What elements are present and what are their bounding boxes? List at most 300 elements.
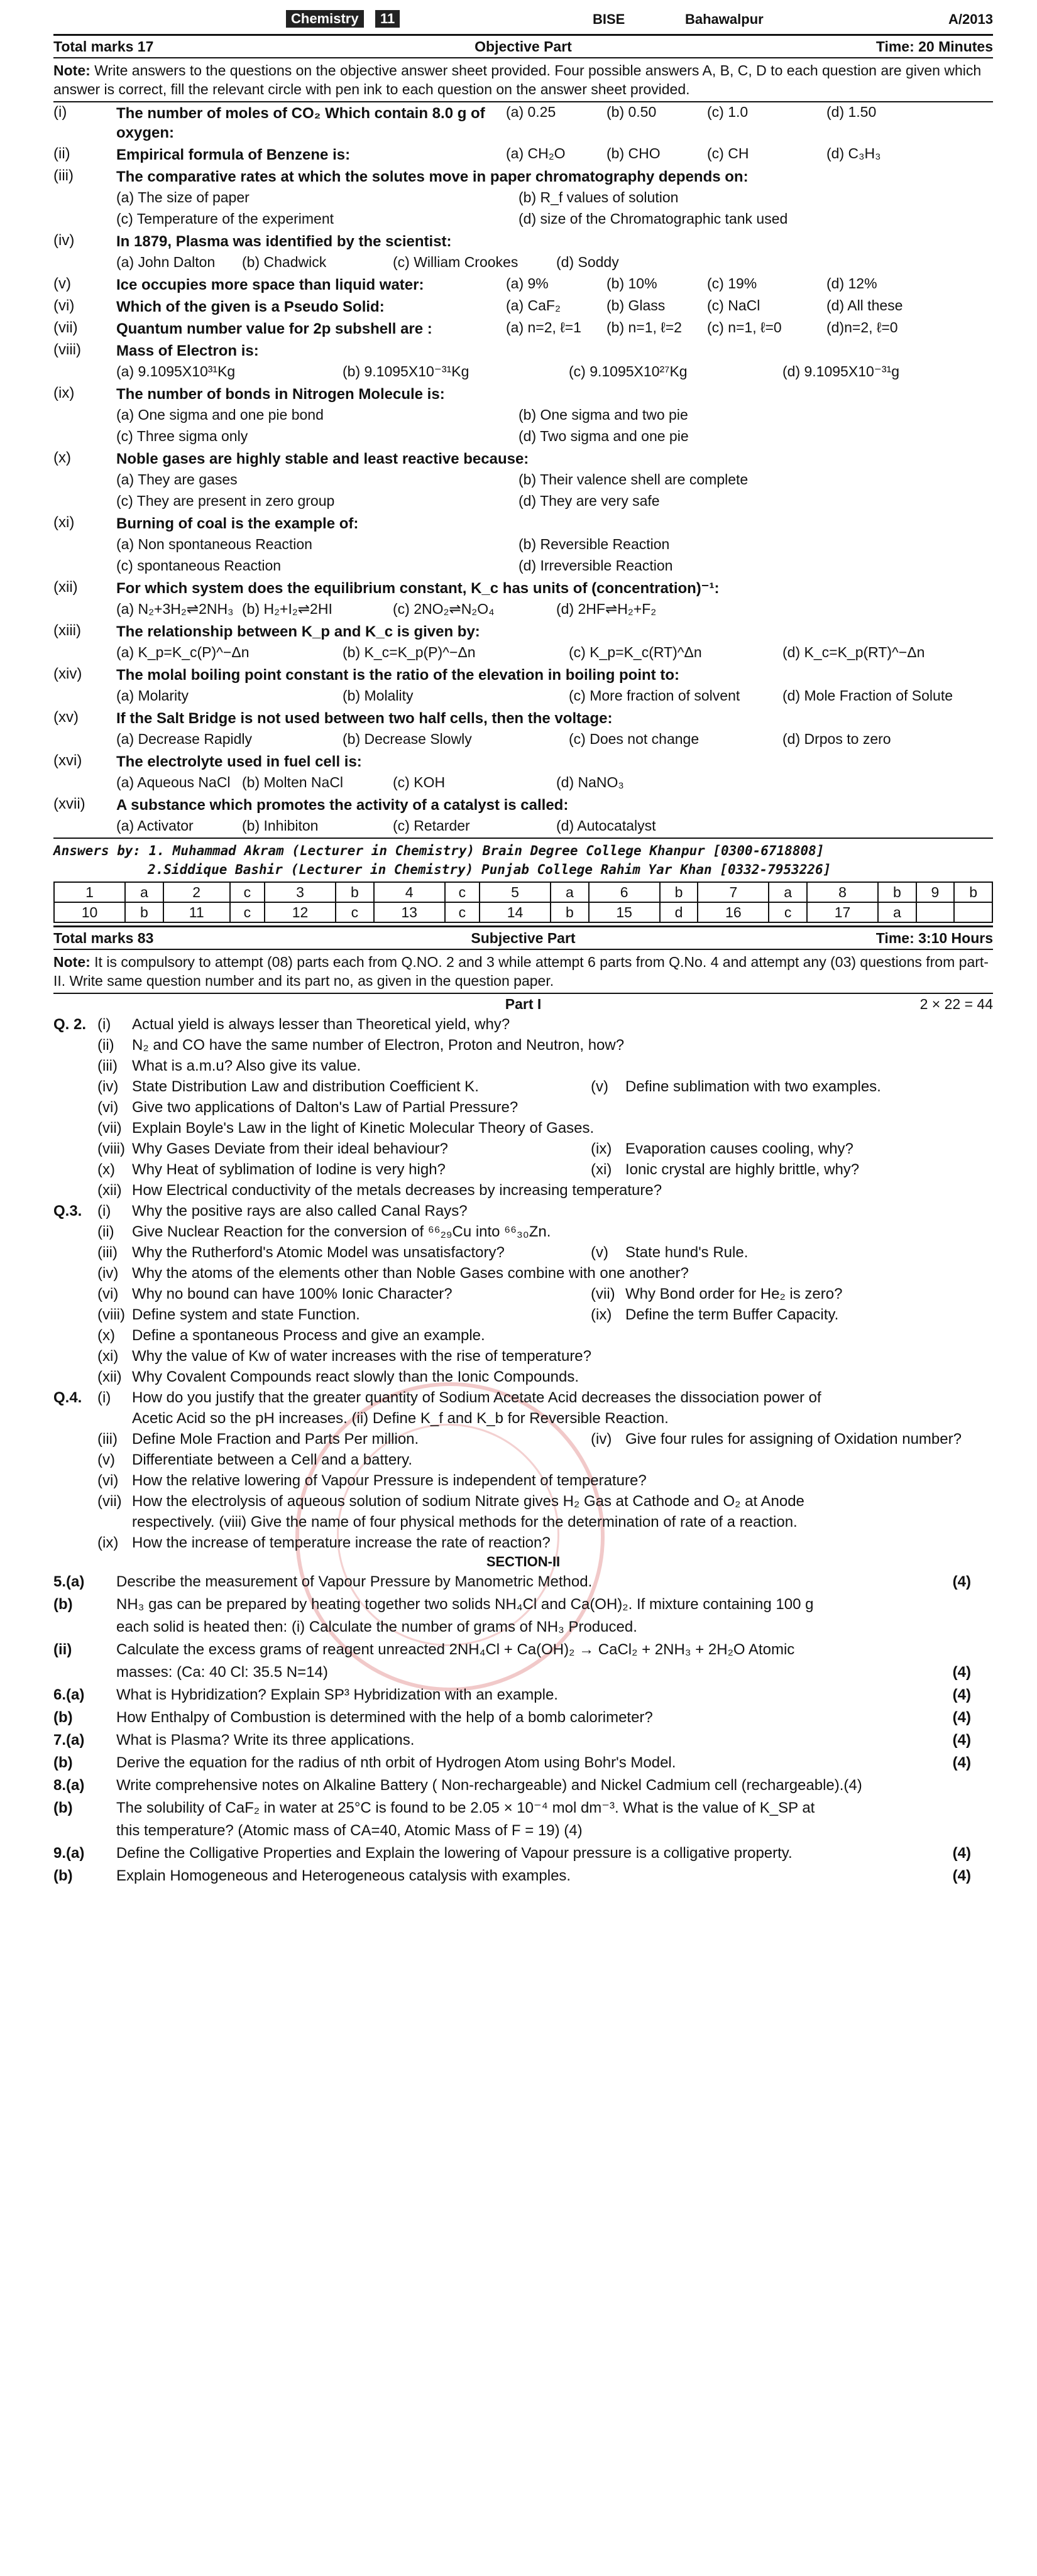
- mcq-question: Burning of coal is the example of:: [116, 515, 359, 532]
- mcq-number: (xi): [53, 514, 75, 531]
- part-number: (iii): [97, 1057, 118, 1074]
- mcq-options-row: [116, 555, 993, 576]
- mcq-item: [53, 102, 993, 144]
- question-text: Give four rules for assigning of Oxidation number?: [625, 1431, 962, 1448]
- mcq-option: (a) Activator: [116, 817, 194, 834]
- question-text: Define a spontaneous Process and give an example.: [132, 1327, 485, 1344]
- part-number: (viii): [97, 1306, 125, 1323]
- mcq-option: (a) Aqueous NaCl: [116, 774, 231, 790]
- objective-title: Objective Part: [475, 38, 572, 55]
- mcq-option: (b) Decrease Slowly: [343, 731, 472, 747]
- question-text: respectively. (viii) Give the name of four physical methods for the determination of rate of a reaction.: [132, 1514, 798, 1531]
- class-label: 11: [375, 10, 400, 28]
- subjective-note: [53, 950, 993, 994]
- short-question: [53, 1387, 993, 1408]
- part-number: (ii): [97, 1223, 114, 1240]
- mcq-option: (b) CHO: [606, 145, 661, 161]
- mcq-option: (c) Does not change: [569, 731, 700, 747]
- mcq-options-row: [116, 404, 993, 425]
- mcq-question: The comparative rates at which the solutes move in paper chromatography depends on:: [116, 168, 749, 185]
- mcq-item: [53, 664, 993, 707]
- mcq-number: (vi): [53, 297, 75, 314]
- part-number: (xi): [97, 1348, 119, 1365]
- mcq-question: Ice occupies more space than liquid water:: [116, 276, 424, 293]
- short-question: [53, 1491, 993, 1512]
- part-number: (vi): [97, 1099, 119, 1116]
- mcq-option: (c) 2NO₂⇌N₂O₄: [393, 601, 495, 617]
- answer-choice-cell: b: [878, 882, 916, 902]
- question-text: Define the Colligative Properties and Explain the lowering of Vapour pressure is a colligative property.: [116, 1845, 793, 1862]
- marks: (4): [952, 1845, 971, 1862]
- mcq-question: The number of moles of CO₂ Which contain 8.0 g of oxygen:: [116, 105, 485, 141]
- mcq-options-row: [116, 641, 993, 663]
- mcq-option: (a) They are gases: [116, 471, 238, 488]
- answer-number-cell: 6: [589, 882, 660, 902]
- short-question: [53, 1284, 993, 1304]
- question-number: Q.3.: [53, 1203, 82, 1220]
- mcq-number: (viii): [53, 341, 81, 358]
- mcq-item: [53, 296, 993, 318]
- answer-key-table: [53, 881, 993, 923]
- mcq-item: [53, 794, 993, 838]
- answer-choice-cell: c: [336, 902, 374, 922]
- part-number: (iv): [591, 1431, 612, 1448]
- question-text: Why the Rutherford's Atomic Model was unsatisfactory?: [132, 1244, 505, 1261]
- part-number: (vi): [97, 1472, 119, 1489]
- mcq-number: (iii): [53, 167, 74, 184]
- part-number: (iii): [97, 1244, 118, 1261]
- mcq-option: (a) CH₂O: [506, 145, 566, 161]
- part-number: (xii): [97, 1368, 122, 1385]
- question-text: Why Covalent Compounds react slowly than the Ionic Compounds.: [132, 1368, 579, 1385]
- short-question: [53, 1304, 993, 1325]
- long-question: [53, 1842, 993, 1865]
- mcq-option: (b) 9.1095X10⁻³¹Kg: [343, 363, 469, 379]
- subjective-bar: [53, 925, 993, 950]
- mcq-item: [53, 707, 993, 751]
- answer-number-cell: 12: [265, 902, 336, 922]
- mcq-option: (d) C₃H₃: [826, 145, 881, 161]
- mcq-option: (a) n=2, ℓ=1: [506, 319, 581, 336]
- answers-line1: 1. Muhammad Akram (Lecturer in Chemistry) Brain Degree College Khanpur [0300-6718808]: [148, 843, 825, 858]
- answer-number-cell: 16: [698, 902, 769, 922]
- question-text: Why the positive rays are also called Canal Rays?: [132, 1203, 468, 1220]
- mcq-number: (ix): [53, 385, 75, 401]
- part-number: (v): [591, 1244, 608, 1261]
- mcq-item: [53, 513, 993, 577]
- question-number: (b): [53, 1709, 73, 1726]
- question-text: Why Bond order for He₂ is zero?: [625, 1285, 843, 1302]
- objective-bar: [53, 34, 993, 58]
- mcq-option: (a) N₂+3H₂⇌2NH₃: [116, 601, 234, 617]
- mcq-options-row: [116, 208, 993, 229]
- short-question: [53, 1014, 993, 1035]
- mcq-option: (a) Molarity: [116, 687, 189, 704]
- short-question: [53, 1221, 993, 1242]
- mcq-option: (c) Retarder: [393, 817, 470, 834]
- answer-number-cell: 17: [807, 902, 878, 922]
- year-label: A/2013: [948, 11, 993, 27]
- short-question: [53, 1429, 993, 1449]
- question-text: Define the term Buffer Capacity.: [625, 1306, 839, 1323]
- short-question: [53, 1035, 993, 1056]
- answers-line2: 2.Siddique Bashir (Lecturer in Chemistry) Punjab College Rahim Yar Khan [0332-7953226]: [148, 862, 831, 877]
- mcq-options-row: [116, 598, 993, 619]
- mcq-number: (i): [53, 104, 67, 121]
- mcq-question: If the Salt Bridge is not used between two half cells, then the voltage:: [116, 710, 613, 727]
- mcq-options-row: [116, 251, 993, 273]
- answer-number-cell: 8: [807, 882, 878, 902]
- mcq-option: (c) 19%: [707, 275, 757, 292]
- question-text: How the relative lowering of Vapour Pressure is independent of temperature?: [132, 1472, 647, 1489]
- mcq-item: [53, 383, 993, 448]
- mcq-number: (xiii): [53, 622, 81, 639]
- question-text: Why the value of Kw of water increases with the rise of temperature?: [132, 1348, 592, 1365]
- question-number: 6.(a): [53, 1686, 85, 1703]
- mcq-question: The molal boiling point constant is the ratio of the elevation in boiling point to:: [116, 667, 679, 684]
- long-question: [53, 1571, 993, 1593]
- answer-number-cell: 5: [480, 882, 551, 902]
- answer-choice-cell: d: [660, 902, 698, 922]
- mcq-option: (a) The size of paper: [116, 189, 250, 205]
- answer-choice-cell: b: [336, 882, 374, 902]
- mcq-option: (c) 9.1095X10²⁷Kg: [569, 363, 688, 379]
- part-number: (vii): [97, 1493, 122, 1510]
- question-text: each solid is heated then: (i) Calculate the number of grams of NH₃ Produced.: [116, 1618, 637, 1635]
- answer-choice-cell: b: [551, 902, 589, 922]
- mcq-item: [53, 231, 993, 274]
- mcq-option: (d) size of the Chromatographic tank used: [518, 210, 788, 227]
- short-question: [53, 1097, 993, 1118]
- mcq-number: (xvii): [53, 795, 85, 812]
- mcq-option: (d) Soddy: [556, 254, 619, 270]
- question-text: Why Gases Deviate from their ideal behaviour?: [132, 1140, 448, 1157]
- answer-key-row: [54, 902, 992, 922]
- answer-number-cell: 3: [265, 882, 336, 902]
- mcq-question: A substance which promotes the activity of a catalyst is called:: [116, 797, 569, 814]
- mcq-option: (d) All these: [826, 297, 903, 314]
- question-3: [53, 1201, 993, 1387]
- long-question: [53, 1661, 993, 1684]
- board-label: BISE: [593, 11, 625, 27]
- part-number: (iii): [97, 1431, 118, 1448]
- mcq-number: (vii): [53, 319, 78, 336]
- mcq-options-row: [116, 533, 993, 555]
- mcq-option: (b) Reversible Reaction: [518, 536, 670, 552]
- question-text: Explain Homogeneous and Heterogeneous catalysis with examples.: [116, 1867, 571, 1884]
- part-number: (x): [97, 1327, 115, 1344]
- mcq-option: (a) 0.25: [506, 104, 556, 120]
- subject-label: Chemistry: [286, 10, 364, 28]
- mcq-question: Noble gases are highly stable and least reactive because:: [116, 450, 529, 467]
- answer-choice-cell: b: [125, 902, 163, 922]
- question-text: masses: (Ca: 40 Cl: 35.5 N=14): [116, 1664, 328, 1681]
- question-text: Explain Boyle's Law in the light of Kinetic Molecular Theory of Gases.: [132, 1120, 595, 1137]
- question-text: What is Plasma? Write its three applications.: [116, 1732, 415, 1749]
- paper-sheet: [53, 9, 993, 1887]
- question-number: (b): [53, 1754, 73, 1771]
- long-question: [53, 1820, 993, 1842]
- question-number: (ii): [53, 1641, 72, 1658]
- mcq-option: (d) 9.1095X10⁻³¹g: [782, 363, 900, 379]
- question-text: Write comprehensive notes on Alkaline Battery ( Non-rechargeable) and Nickel Cadmium cell (rechargeable).(4): [116, 1777, 862, 1794]
- mcq-item: [53, 751, 993, 794]
- long-question: [53, 1706, 993, 1729]
- mcq-option: (c) They are present in zero group: [116, 493, 335, 509]
- question-text: Actual yield is always lesser than Theoretical yield, why?: [132, 1016, 510, 1033]
- answer-choice-cell: a: [769, 882, 807, 902]
- mcq-option: (a) 9%: [506, 275, 549, 292]
- mcq-number: (iv): [53, 232, 75, 249]
- part-one-heading: [53, 994, 993, 1014]
- question-number: 8.(a): [53, 1777, 85, 1794]
- mcq-option: (a) Non spontaneous Reaction: [116, 536, 312, 552]
- question-text: What is Hybridization? Explain SP³ Hybridization with an example.: [116, 1686, 558, 1703]
- long-question: [53, 1684, 993, 1706]
- long-question: [53, 1639, 993, 1661]
- short-question: [53, 1512, 993, 1532]
- mcq-item: [53, 448, 993, 513]
- mcq-options-row: [116, 815, 993, 836]
- answer-number-cell: 15: [589, 902, 660, 922]
- mcq-option: (d) 1.50: [826, 104, 877, 120]
- short-question: [53, 1118, 993, 1138]
- mcq-option: (d) Drpos to zero: [782, 731, 891, 747]
- mcq-question: For which system does the equilibrium constant, K_c has units of (concentration)⁻¹:: [116, 580, 720, 597]
- mcq-list: [53, 102, 993, 838]
- part-number: (iv): [97, 1265, 119, 1282]
- mcq-option: (c) spontaneous Reaction: [116, 557, 282, 574]
- question-text: Derive the equation for the radius of nth orbit of Hydrogen Atom using Bohr's Model.: [116, 1754, 676, 1771]
- section-two-heading: SECTION-II: [486, 1554, 561, 1569]
- short-question: [53, 1159, 993, 1180]
- subjective-time: Time: 3:10 Hours: [875, 930, 993, 946]
- answer-key-row: [54, 882, 992, 902]
- part-number: (v): [97, 1451, 115, 1468]
- question-text: Give Nuclear Reaction for the conversion of ⁶⁶₂₉Cu into ⁶⁶₃₀Zn.: [132, 1223, 551, 1240]
- question-text: Acetic Acid so the pH increases. (ii) Define K_f and K_b for Reversible Reaction.: [132, 1410, 669, 1427]
- part-number: (x): [97, 1161, 115, 1178]
- question-number: 5.(a): [53, 1573, 85, 1590]
- part-number: (i): [97, 1016, 111, 1033]
- long-question: [53, 1593, 993, 1616]
- mcq-option: (d)n=2, ℓ=0: [826, 319, 898, 336]
- mcq-option: (b) Their valence shell are complete: [518, 471, 749, 488]
- mcq-question: Mass of Electron is:: [116, 342, 259, 359]
- answer-number-cell: 11: [163, 902, 230, 922]
- mcq-option: (b) Inhibiton: [242, 817, 319, 834]
- mcq-number: (x): [53, 449, 71, 466]
- answer-choice-cell: c: [445, 882, 480, 902]
- mcq-options-row: [116, 425, 993, 447]
- mcq-option: (b) 10%: [606, 275, 657, 292]
- mcq-option: (c) NaCl: [707, 297, 760, 314]
- mcq-option: (b) K_c=K_p(P)^−Δn: [343, 644, 476, 660]
- mcq-number: (xvi): [53, 752, 82, 769]
- mcq-option: (a) Decrease Rapidly: [116, 731, 253, 747]
- marks: (4): [952, 1732, 971, 1749]
- part-number: (ii): [97, 1037, 114, 1054]
- question-text: Why no bound can have 100% Ionic Character?: [132, 1285, 453, 1302]
- marks: (4): [952, 1664, 971, 1681]
- answer-number-cell: 9: [916, 882, 955, 902]
- mcq-option: (d) K_c=K_p(RT)^−Δn: [782, 644, 925, 660]
- mcq-option: (b) Molality: [343, 687, 414, 704]
- question-text: How the electrolysis of aqueous solution of sodium Nitrate gives H₂ Gas at Cathode and O₂ at Anode: [132, 1493, 804, 1510]
- mcq-question: The relationship between K_p and K_c is given by:: [116, 623, 480, 640]
- question-text: Calculate the excess grams of reagent unreacted 2NH₄Cl + Ca(OH)₂ → CaCl₂ + 2NH₃ + 2H₂O Atomic: [116, 1641, 795, 1658]
- mcq-option: (d) 12%: [826, 275, 877, 292]
- short-question: [53, 1201, 993, 1221]
- mcq-option: (c) CH: [707, 145, 749, 161]
- mcq-number: (xv): [53, 709, 79, 726]
- long-question: [53, 1752, 993, 1774]
- part-number: (xi): [591, 1161, 612, 1178]
- question-text: Give two applications of Dalton's Law of Partial Pressure?: [132, 1099, 518, 1116]
- objective-note: [53, 58, 993, 102]
- mcq-number: (xii): [53, 579, 78, 596]
- mcq-option: (a) One sigma and one pie bond: [116, 407, 324, 423]
- mcq-question: The number of bonds in Nitrogen Molecule is:: [116, 386, 445, 403]
- short-question: [53, 1449, 993, 1470]
- mcq-option: (a) John Dalton: [116, 254, 216, 270]
- paper-header: [53, 9, 993, 34]
- mcq-number: (ii): [53, 145, 70, 162]
- part-number: (i): [97, 1389, 111, 1406]
- answer-number-cell: 4: [374, 882, 445, 902]
- question-number: 9.(a): [53, 1845, 85, 1862]
- section-two: [53, 1571, 993, 1887]
- mcq-option: (d) They are very safe: [518, 493, 660, 509]
- mcq-option: (a) K_p=K_c(P)^−Δn: [116, 644, 250, 660]
- short-question: [53, 1532, 993, 1553]
- answer-number-cell: 7: [698, 882, 769, 902]
- part-number: (ix): [97, 1534, 119, 1551]
- question-4: [53, 1387, 993, 1553]
- answer-number-cell: 1: [54, 882, 125, 902]
- note-text: It is compulsory to attempt (08) parts each from Q.NO. 2 and 3 while attempt 6 parts from Q.No. 4 and attempt any (03) questions from part-II. Write same question number and its part no, as given in the question paper.: [53, 954, 989, 989]
- answer-choice-cell: b: [954, 882, 992, 902]
- question-number: (b): [53, 1867, 73, 1884]
- question-text: Define sublimation with two examples.: [625, 1078, 881, 1095]
- question-text: State hund's Rule.: [625, 1244, 749, 1261]
- mcq-question: The electrolyte used in fuel cell is:: [116, 753, 362, 770]
- mcq-item: [53, 274, 993, 296]
- question-text: What is a.m.u? Also give its value.: [132, 1057, 361, 1074]
- mcq-option: (c) 1.0: [707, 104, 749, 120]
- question-text: Differentiate between a Cell and a battery.: [132, 1451, 413, 1468]
- question-text: Define system and state Function.: [132, 1306, 360, 1323]
- mcq-item: [53, 318, 993, 340]
- question-text: How Electrical conductivity of the metals decreases by increasing temperature?: [132, 1182, 662, 1199]
- short-question: [53, 1346, 993, 1367]
- mcq-options-row: [116, 685, 993, 706]
- mcq-option: (c) KOH: [393, 774, 446, 790]
- answer-choice-cell: a: [125, 882, 163, 902]
- answer-number-cell: 10: [54, 902, 125, 922]
- question-text: NH₃ gas can be prepared by heating together two solids NH₄Cl and Ca(OH)₂. If mixture containing 100 g: [116, 1596, 814, 1613]
- question-2: [53, 1014, 993, 1201]
- mcq-options-row: [116, 772, 993, 793]
- question-text: Why Heat of syblimation of Iodine is very high?: [132, 1161, 446, 1178]
- short-question: [53, 1138, 993, 1159]
- question-number: (b): [53, 1596, 73, 1613]
- mcq-question: Empirical formula of Benzene is:: [116, 146, 351, 163]
- short-question: [53, 1325, 993, 1346]
- mcq-option: (a) CaF₂: [506, 297, 561, 314]
- question-text: How do you justify that the greater quantity of Sodium Acetate Acid decreases the dissociation power of: [132, 1389, 821, 1406]
- answer-choice-cell: c: [230, 882, 265, 902]
- part-number: (ix): [591, 1140, 612, 1157]
- part-one-marks: 2 × 22 = 44: [919, 996, 993, 1012]
- short-question: [53, 1263, 993, 1284]
- answer-number-cell: 13: [374, 902, 445, 922]
- mcq-item: [53, 577, 993, 621]
- answer-choice-cell: c: [445, 902, 480, 922]
- part-number: (vi): [97, 1285, 119, 1302]
- mcq-option: (d) Two sigma and one pie: [518, 428, 689, 444]
- objective-marks: Total marks 17: [53, 38, 154, 55]
- answer-number-cell: [916, 902, 955, 922]
- question-number: Q. 2.: [53, 1016, 87, 1033]
- part-number: (iv): [97, 1078, 119, 1095]
- part-number: (xii): [97, 1182, 122, 1199]
- mcq-option: (d) NaNO₃: [556, 774, 624, 790]
- mcq-option: (d) 2HF⇌H₂+F₂: [556, 601, 657, 617]
- short-question: [53, 1242, 993, 1263]
- answer-choice-cell: a: [551, 882, 589, 902]
- mcq-option: (c) Three sigma only: [116, 428, 248, 444]
- city-label: Bahawalpur: [685, 11, 764, 27]
- note-label: Note:: [53, 954, 91, 970]
- mcq-option: (b) 0.50: [606, 104, 657, 120]
- mcq-option: (a) 9.1095X10³¹Kg: [116, 363, 236, 379]
- short-question: [53, 1408, 993, 1429]
- subjective-marks: Total marks 83: [53, 930, 154, 946]
- question-text: Evaporation causes cooling, why?: [625, 1140, 853, 1157]
- question-text: Why the atoms of the elements other than Noble Gases combine with one another?: [132, 1265, 689, 1282]
- mcq-option: (d) Mole Fraction of Solute: [782, 687, 953, 704]
- long-question: [53, 1729, 993, 1752]
- mcq-option: (c) K_p=K_c(RT)^Δn: [569, 644, 702, 660]
- long-question: [53, 1797, 993, 1820]
- long-question: [53, 1865, 993, 1887]
- answer-choice-cell: a: [878, 902, 916, 922]
- answers-credit: [53, 838, 993, 879]
- answer-number-cell: 2: [163, 882, 230, 902]
- long-question: [53, 1616, 993, 1639]
- mcq-question: In 1879, Plasma was identified by the scientist:: [116, 233, 452, 250]
- mcq-number: (xiv): [53, 665, 82, 682]
- mcq-option: (b) H₂+I₂⇌2HI: [242, 601, 332, 617]
- mcq-option: (b) n=1, ℓ=2: [606, 319, 682, 336]
- question-text: How Enthalpy of Combustion is determined with the help of a bomb calorimeter?: [116, 1709, 653, 1726]
- marks: (4): [952, 1754, 971, 1771]
- short-question: [53, 1180, 993, 1201]
- question-number: Q.4.: [53, 1389, 82, 1406]
- mcq-option: (b) Chadwick: [242, 254, 327, 270]
- mcq-option: (b) R_f values of solution: [518, 189, 679, 205]
- short-question: [53, 1367, 993, 1387]
- mcq-option: (d) Autocatalyst: [556, 817, 656, 834]
- part-number: (i): [97, 1203, 111, 1220]
- question-text: N₂ and CO have the same number of Electron, Proton and Neutron, how?: [132, 1037, 625, 1054]
- marks: (4): [952, 1867, 971, 1884]
- mcq-option: (b) Molten NaCl: [242, 774, 344, 790]
- marks: (4): [952, 1573, 971, 1590]
- part-number: (v): [591, 1078, 608, 1095]
- subjective-title: Subjective Part: [471, 930, 576, 946]
